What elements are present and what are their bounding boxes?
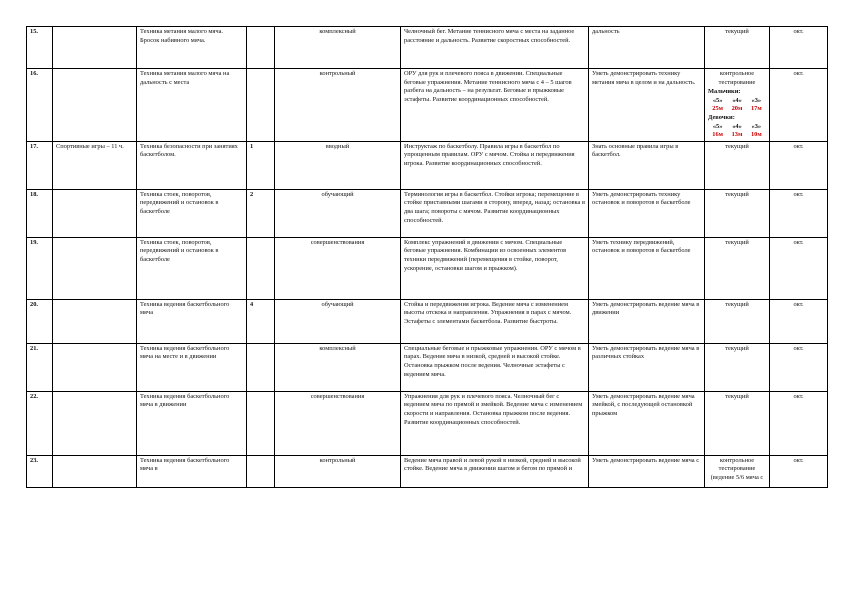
expected-result <box>589 391 705 455</box>
expected-result <box>589 343 705 391</box>
expected-result <box>589 455 705 487</box>
hours-count <box>247 343 275 391</box>
girls-norm-3: 10м <box>750 131 762 139</box>
hours-count-text: 4 <box>250 300 254 308</box>
lesson-topic <box>137 189 247 237</box>
lesson-date <box>770 391 828 455</box>
expected-result-text: Знать основные правила игры в баскетбол. <box>592 142 679 159</box>
control-type-text: контрольное тестирование <box>718 70 756 86</box>
hours-count <box>247 27 275 69</box>
table-row <box>27 189 828 237</box>
lesson-topic <box>137 391 247 455</box>
girls-label: Девочки: <box>708 113 735 121</box>
lesson-topic-text: Техника метания малого мяча на дальность с места <box>140 70 230 86</box>
expected-result-text: дальность <box>592 28 620 35</box>
hours-count <box>247 189 275 237</box>
lesson-type-text: совершенствования <box>310 392 365 400</box>
hours-count <box>247 237 275 299</box>
lesson-type-text: контрольный <box>319 456 356 464</box>
expected-result-text: Уметь технику передвижений, остановок и поворотов в баскетболе <box>592 238 691 255</box>
expected-result-text: Уметь демонстрировать ведение мяча змейкой, с последующей остановкой прыжком <box>592 392 695 417</box>
lesson-content <box>401 189 589 237</box>
table-row <box>27 141 828 189</box>
grade-5: «5» <box>712 96 723 104</box>
control-type-text: контрольное тестирование (ведение 5/6 мяча с <box>710 456 764 481</box>
lesson-number <box>27 299 53 343</box>
lesson-type-text: комплексный <box>319 344 356 352</box>
lesson-content-text: Ведение мяча правой и левой рукой в низкой, средней и высокой стойке. Ведение мяча в движении шагом и бегом по прямой и <box>404 456 581 473</box>
lesson-date <box>770 141 828 189</box>
lesson-date-text: окт. <box>793 190 804 198</box>
expected-result <box>589 189 705 237</box>
lesson-date-text: окт. <box>793 70 804 77</box>
expected-result <box>589 237 705 299</box>
hours-count-text: 2 <box>250 190 254 198</box>
table-row <box>27 391 828 455</box>
hours-count <box>247 391 275 455</box>
lesson-topic <box>137 141 247 189</box>
lesson-date-text: окт. <box>793 28 804 35</box>
lesson-date <box>770 69 828 142</box>
table-row <box>27 343 828 391</box>
control-type-text: текущий <box>725 344 749 352</box>
hours-count <box>247 69 275 142</box>
expected-result-text: Уметь демонстрировать ведение мяча в различных стойках <box>592 344 700 361</box>
grade-4: «4» <box>732 122 742 130</box>
lesson-type <box>275 27 401 69</box>
lesson-date <box>770 343 828 391</box>
section-title <box>53 27 137 69</box>
lesson-content <box>401 455 589 487</box>
hours-count <box>247 299 275 343</box>
expected-result-text: Уметь демонстрировать технику остановок и поворотов в баскетболе <box>592 190 691 207</box>
lesson-topic-text: Техника стоек, поворотов, передвижений и остановок в баскетболе <box>140 238 219 263</box>
lesson-date <box>770 455 828 487</box>
lesson-topic <box>137 343 247 391</box>
lesson-type-text: комплексный <box>319 28 356 35</box>
lesson-content <box>401 299 589 343</box>
table-row <box>27 69 828 142</box>
control-type <box>705 189 770 237</box>
control-type <box>705 455 770 487</box>
lesson-number <box>27 189 53 237</box>
control-type-text: текущий <box>725 300 749 308</box>
lesson-type <box>275 69 401 142</box>
lesson-topic <box>137 27 247 69</box>
control-type <box>705 27 770 69</box>
lesson-number-text: 15. <box>30 28 38 35</box>
lesson-content-text: Челночный бег. Метание теннисного мяча с места на заданное расстояние и дальность. Развитие скоростных способностей. <box>404 28 575 44</box>
lesson-number <box>27 141 53 189</box>
lesson-number-text: 18. <box>30 190 38 198</box>
lesson-type-text: совершенствования <box>310 238 365 246</box>
girls-norm-5: 16м <box>712 131 724 139</box>
lesson-number-text: 20. <box>30 300 38 308</box>
lesson-type <box>275 455 401 487</box>
lesson-date-text: окт. <box>793 300 804 308</box>
lesson-topic-text: Техника стоек, поворотов, передвижений и остановок в баскетболе <box>140 190 219 215</box>
lesson-content <box>401 237 589 299</box>
lesson-number-text: 21. <box>30 344 38 352</box>
section-title <box>53 69 137 142</box>
control-type <box>705 69 770 142</box>
expected-result-text: Уметь демонстрировать ведение мяча в движении <box>592 300 700 317</box>
lesson-content-text: Инструктаж по баскетболу. Правила игры в баскетбол по упрощенным правилам. ОРУ с мячом. Стойка и передвижения игрока. Развитие координационных способностей. <box>404 142 575 167</box>
boys-label: Мальчики: <box>708 88 741 96</box>
expected-result <box>589 69 705 142</box>
lesson-date-text: окт. <box>793 456 804 464</box>
expected-result <box>589 299 705 343</box>
lesson-number <box>27 343 53 391</box>
lesson-topic-text: Техника безопасности при занятиях баскетболом. <box>140 142 238 159</box>
lesson-date <box>770 299 828 343</box>
lesson-number <box>27 391 53 455</box>
lesson-content-text: Терминология игры в баскетбол. Стойки игрока; перемещение в стойке приставными шагами в сторону, вперед, назад; остановка в два шага; повороты с мячом. Развитие координационных способностей. <box>404 190 586 224</box>
lesson-plan-table <box>26 26 828 488</box>
lesson-content <box>401 141 589 189</box>
hours-count <box>247 141 275 189</box>
lesson-content-text: Комплекс упражнений в движении с мячом. Специальные беговые упражнения. Комбинации из освоенных элементов техники передвижений (перемещения в стойке, поворот, ускорение, остановки шагом и прыжком). <box>404 238 567 272</box>
lesson-topic <box>137 69 247 142</box>
lesson-date-text: окт. <box>793 392 804 400</box>
control-type <box>705 237 770 299</box>
lesson-number-text: 19. <box>30 238 38 246</box>
table-row <box>27 299 828 343</box>
lesson-content <box>401 391 589 455</box>
lesson-topic-text: Техника метания малого мяча. Бросок набивного мяча. <box>140 28 224 44</box>
lesson-number <box>27 455 53 487</box>
control-type-text: текущий <box>725 190 749 198</box>
lesson-date <box>770 27 828 69</box>
lesson-topic-text: Техника ведения баскетбольного мяча <box>140 300 230 317</box>
grade-4: «4» <box>732 96 742 104</box>
lesson-content-text: Специальные беговые и прыжковые упражнения. ОРУ с мячом в парах. Ведение мяча в низкой, средней и высокой стойке. Остановка прыжком после ведения. Челночные эстафеты с ведением мяча. <box>404 344 581 378</box>
table-row <box>27 455 828 487</box>
boys-norms <box>708 105 766 114</box>
lesson-number <box>27 237 53 299</box>
lesson-number-text: 23. <box>30 456 38 464</box>
table-row <box>27 27 828 69</box>
expected-result <box>589 27 705 69</box>
lesson-content-text: Упражнения для рук и плечевого пояса. Челночный бег с ведением мяча по прямой и змейкой. Ведение мяча с изменением скорости и направления. Остановка прыжком после ведения. Развитие координационных способностей. <box>404 392 583 426</box>
section-title <box>53 141 137 189</box>
expected-result-text: Уметь демонстрировать ведение мяча с <box>592 456 700 464</box>
lesson-number <box>27 27 53 69</box>
lesson-number-text: 17. <box>30 142 38 150</box>
control-type-text: текущий <box>725 238 749 246</box>
grade-3: «3» <box>751 122 762 130</box>
lesson-type <box>275 237 401 299</box>
lesson-topic-text: Техника ведения баскетбольного мяча в движении <box>140 392 230 409</box>
lesson-topic <box>137 455 247 487</box>
section-title-text: Спортивные игры – 11 ч. <box>56 142 124 150</box>
hours-count-text: 1 <box>250 142 254 150</box>
lesson-type-text: вводный <box>325 142 350 150</box>
lesson-date <box>770 189 828 237</box>
lesson-content <box>401 69 589 142</box>
girls-norms <box>708 131 766 140</box>
lesson-type-text: обучающий <box>321 190 354 198</box>
boys-norm-5: 25м <box>712 105 724 113</box>
section-title <box>53 391 137 455</box>
control-type-text: текущий <box>725 142 749 150</box>
lesson-type-text: обучающий <box>321 300 354 308</box>
section-title <box>53 237 137 299</box>
lesson-type <box>275 299 401 343</box>
control-type-text: текущий <box>725 392 749 400</box>
expected-result-text: Уметь демонстрировать технику метания мяча в целом и на дальность. <box>592 70 696 86</box>
lesson-content-text: Стойка и передвижения игрока. Ведение мяча с изменением высоты отскока и направления. Упражнения в парах с мячом. Эстафеты с элементами баскетбола. Развитие быстроты. <box>404 300 572 325</box>
boys-grades <box>708 97 766 106</box>
lesson-number <box>27 69 53 142</box>
lesson-type <box>275 391 401 455</box>
lesson-topic-text: Техника ведения баскетбольного мяча в <box>140 456 230 473</box>
section-title <box>53 455 137 487</box>
norms-block <box>708 88 766 140</box>
lesson-type <box>275 343 401 391</box>
lesson-date-text: окт. <box>793 142 804 150</box>
lesson-date <box>770 237 828 299</box>
lesson-content <box>401 343 589 391</box>
control-type-text: текущий <box>725 28 749 35</box>
lesson-content <box>401 27 589 69</box>
lesson-type <box>275 189 401 237</box>
lesson-number-text: 22. <box>30 392 38 400</box>
lesson-topic <box>137 299 247 343</box>
boys-norm-3: 17м <box>750 105 762 113</box>
boys-norm-4: 20м <box>731 105 743 113</box>
section-title <box>53 189 137 237</box>
control-type <box>705 391 770 455</box>
grade-5: «5» <box>712 122 723 130</box>
lesson-date-text: окт. <box>793 344 804 352</box>
hours-count <box>247 455 275 487</box>
lesson-content-text: ОРУ для рук и плечевого пояса в движении. Специальные беговые упражнения. Метание теннисного мяча с 4 – 5 шагов разбега на дальность – на результат. Беговые и прыжковые эстафеты. Развитие координационных способностей. <box>404 70 572 103</box>
lesson-topic-text: Техника ведения баскетбольного мяча на месте и в движении <box>140 344 230 361</box>
lesson-number-text: 16. <box>30 70 38 77</box>
lesson-type <box>275 141 401 189</box>
lesson-type-text: контрольный <box>319 70 356 77</box>
girls-norm-4: 13м <box>731 131 743 139</box>
lesson-topic <box>137 237 247 299</box>
control-type <box>705 299 770 343</box>
girls-grades <box>708 123 766 132</box>
section-title <box>53 343 137 391</box>
lesson-date-text: окт. <box>793 238 804 246</box>
control-type <box>705 141 770 189</box>
expected-result <box>589 141 705 189</box>
section-title <box>53 299 137 343</box>
grade-3: «3» <box>751 96 762 104</box>
table-row <box>27 237 828 299</box>
control-type <box>705 343 770 391</box>
